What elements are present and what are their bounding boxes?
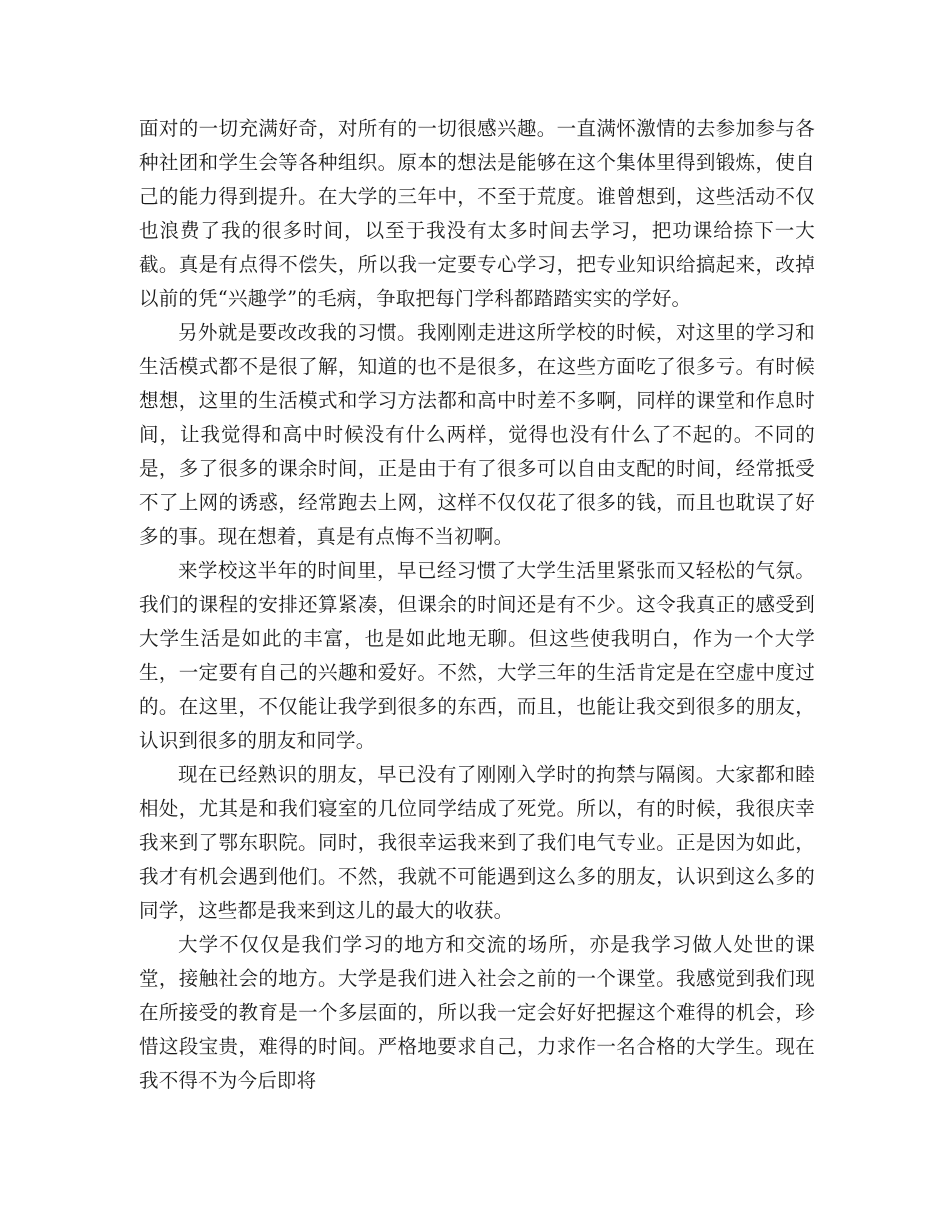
paragraph-friends: 现在已经熟识的朋友，早已没有了刚刚入学时的拘禁与隔阂。大家都和睦相处，尤其是和我们寝室的几位同学结成了死党。所以，有的时候，我很庆幸我来到了鄂东职院。同时，我很幸运我来到了我们电气专业。正是因为如此，我才有机会遇到他们。不然，我就不可能遇到这么多的朋友，认识到这么多的同学，这些都是我来到这儿的最大的收获。 xyxy=(139,763,815,922)
paragraph-university: 大学不仅仅是我们学习的地方和交流的场所，亦是我学习做人处世的课堂，接触社会的地方。大学是我们进入社会之前的一个课堂。我感觉到我们现在所接受的教育是一个多层面的，所以我一定会好好把握这个难得的机会，珍惜这段宝贵，难得的时间。严格地要求自己，力求作一名合格的大学生。现在我不得不为今后即将 xyxy=(139,933,815,1092)
paragraph-habits: 另外就是要改改我的习惯。我刚刚走进这所学校的时候，对这里的学习和生活模式都不是很了解，知道的也不是很多，在这些方面吃了很多亏。有时候想想，这里的生活模式和学习方法都和高中时差不多啊，同样的课堂和作息时间，让我觉得和高中时候没有什么两样，觉得也没有什么了不起的。不同的是，多了很多的课余时间，正是由于有了很多可以自由支配的时间，经常抵受不了上网的诱惑，经常跑去上网，这样不仅仅花了很多的钱，而且也耽误了好多的事。现在想着，真是有点悔不当初啊。 xyxy=(139,321,815,548)
paragraph-half-year: 来学校这半年的时间里，早已经习惯了大学生活里紧张而又轻松的气氛。我们的课程的安排还算紧凑，但课余的时间还是有不少。这令我真正的感受到大学生活是如此的丰富，也是如此地无聊。但这些使我明白，作为一个大学生，一定要有自己的兴趣和爱好。不然，大学三年的生活肯定是在空虚中度过的。在这里，不仅能让我学到很多的东西，而且，也能让我交到很多的朋友，认识到很多的朋友和同学。 xyxy=(139,559,815,752)
document-body xyxy=(139,112,815,1098)
paragraph-continuation: 面对的一切充满好奇，对所有的一切很感兴趣。一直满怀激情的去参加参与各种社团和学生会等各种组织。原本的想法是能够在这个集体里得到锻炼，使自己的能力得到提升。在大学的三年中，不至于荒度。谁曾想到，这些活动不仅也浪费了我的很多时间，以至于我没有太多时间去学习，把功课给捺下一大截。真是有点得不偿失，所以我一定要专心学习，把专业知识给搞起来，改掉以前的凭“兴趣学”的毛病，争取把每门学科都踏踏实实的学好。 xyxy=(139,117,815,310)
